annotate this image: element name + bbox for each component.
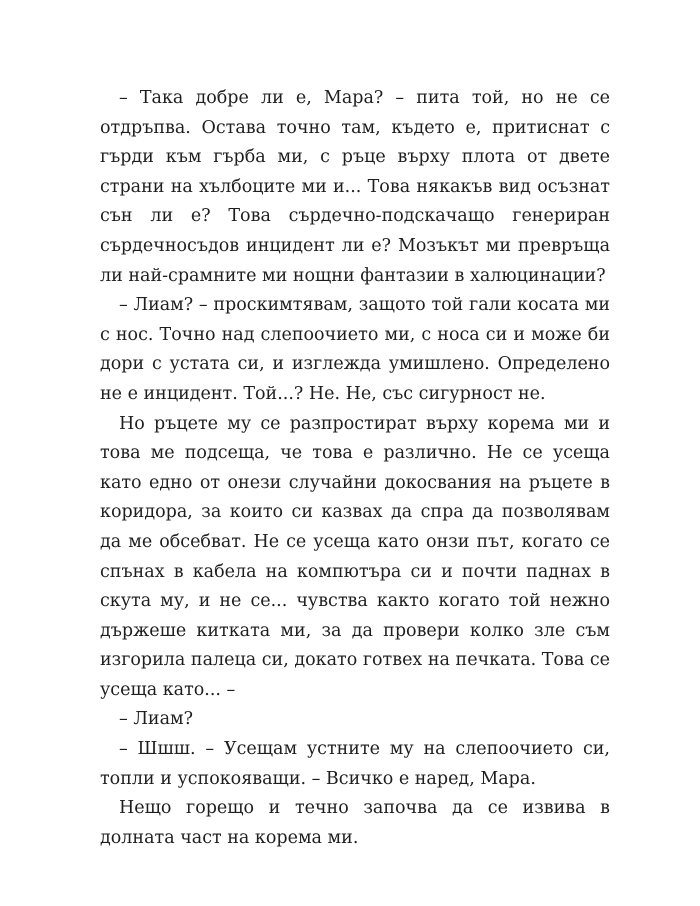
- paragraph-4: – Лиам?: [119, 709, 194, 730]
- paragraph-5: – Шшш. – Усещам устните му на слепоочието си, топли и успокояващи. – Всичко е наред, Мара.: [100, 739, 610, 789]
- page-text: [100, 84, 610, 853]
- paragraph-2: – Лиам? – проскимтявам, защото той гали косата ми с нос. Точно над слепоочието ми, с носа си и може би дори с устата си, и изглежда умишлено. Определено не е инцидент. Той...? Не. Не, със сигурност не.: [100, 295, 610, 404]
- paragraph-1: – Така добре ли е, Мара? – пита той, но не се отдръпва. Остава точно там, където е, притиснат с гърди към гърба ми, с ръце върху плота от двете страни на хълбоците ми и... Това някакъв вид осъзнат сън ли е? Това сърдечно-подскачащо генериран сърдечносъдов инцидент ли е? Мозъкът ми превръща ли най-срамните ми нощни фантазии в халюцинации?: [100, 88, 610, 286]
- paragraph-3: Но ръцете му се разпростират върху корема ми и това ме подсеща, че това е различно. Не се усеща като едно от онези случайни докосвания на ръцете в коридора, за които си казвах да спра да позволявам да ме обсебват. Не се усеща като онзи път, когато се спънах в кабела на компютъра си и почти паднах в скута му, и не се... чувства както когато той нежно държеше китката ми, за да провери колко зле съм изгорила палеца си, докато готвех на печката. Това се усеща като... –: [100, 413, 610, 700]
- paragraph-6: Нещо горещо и течно започва да се извива в долната част на корема ми.: [100, 798, 610, 848]
